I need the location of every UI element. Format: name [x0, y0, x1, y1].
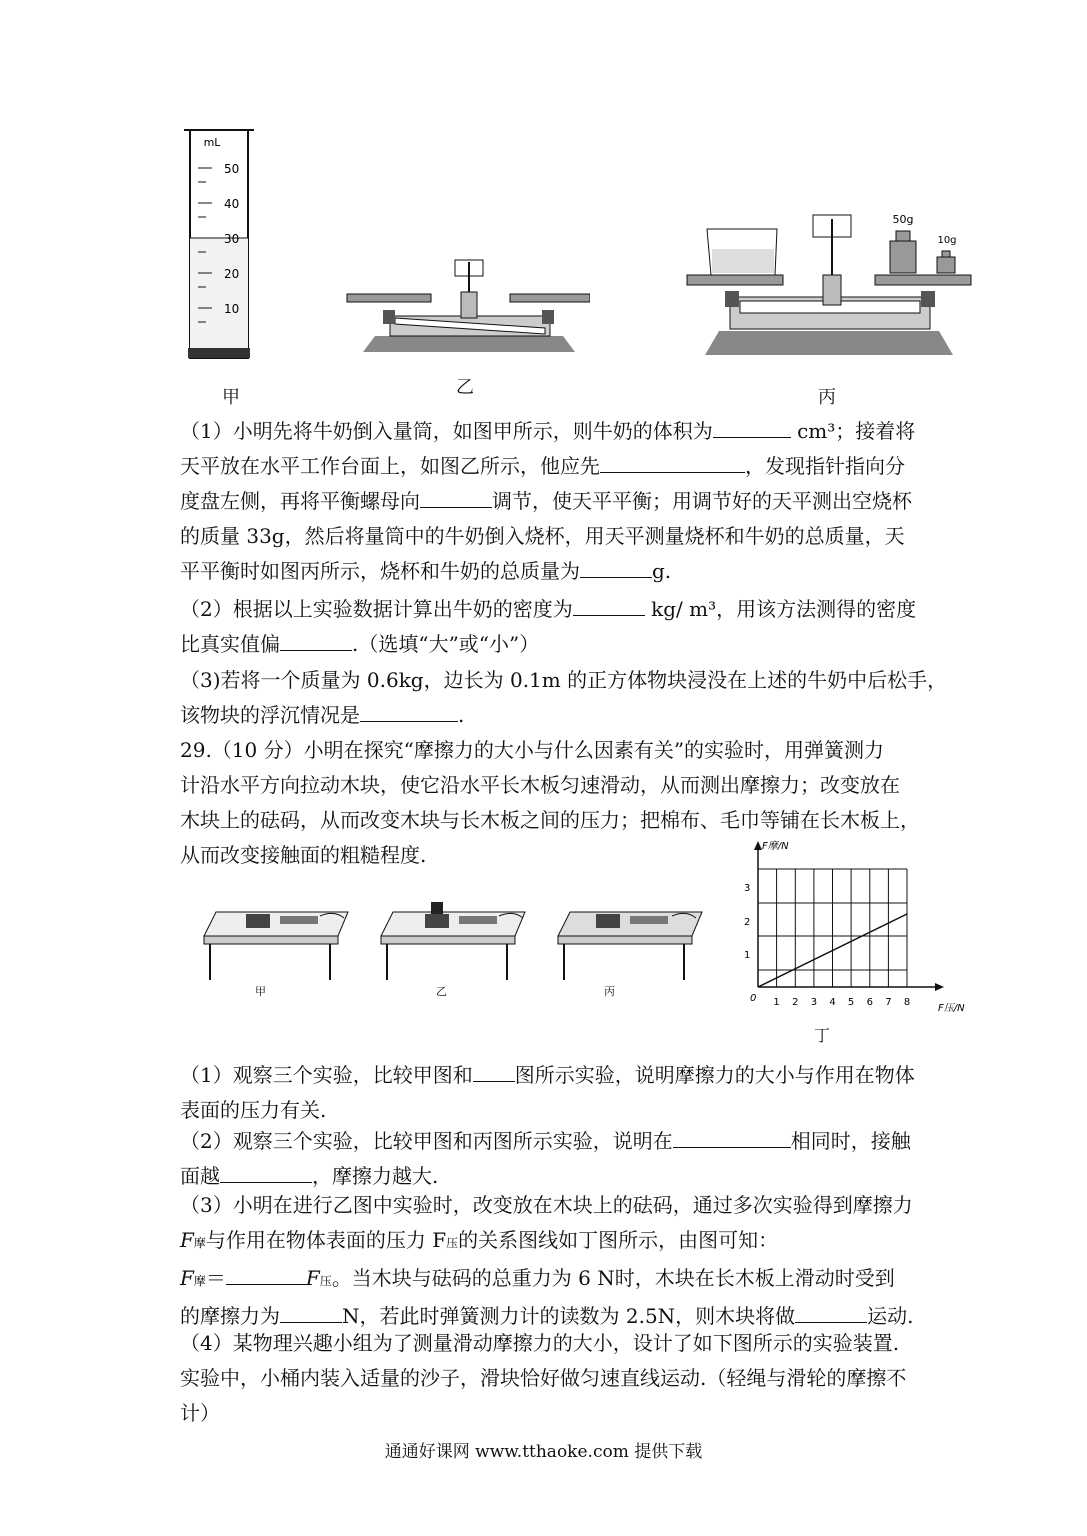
- cylinder-tick: 10: [224, 302, 240, 316]
- figure-caption-yi: 乙: [456, 377, 474, 398]
- q28-part1: （1）小明先将牛奶倒入量筒，如图甲所示，则牛奶的体积为 cm³；接着将 天平放在水平工作台面上，如图乙所示，他应先 ，发现指针指向分 度盘左侧，再将平衡螺母向 调节，使天平平衡；用调节好的天平测出空烧杯 的质量 33g，然后将量筒中的牛奶倒入烧杯，用天平测量烧杯和牛奶的总质量，天 平平衡时如图丙所示，烧杯和牛奶的总质量为 g.: [180, 414, 970, 589]
- graduated-cylinder-figure: [180, 120, 260, 365]
- graph-ylabel: F摩/N: [762, 841, 789, 852]
- q29-sub1: （1）观察三个实验，比较甲图和 图所示实验，说明摩擦力的大小与作用在物体 表面的压力有关.: [180, 1058, 970, 1128]
- q29-sub2: （2）观察三个实验，比较甲图和丙图所示实验，说明在 相同时，接触 面越 ，摩擦力越大.: [180, 1124, 970, 1194]
- cylinder-tick: 50: [224, 162, 240, 176]
- graph-caption: 丁: [814, 1026, 831, 1045]
- friction-pressure-graph: [730, 835, 975, 1020]
- balance-yi-figure: [345, 252, 590, 360]
- cylinder-unit: mL: [203, 136, 221, 149]
- friction-caption-yi: 乙: [436, 985, 447, 998]
- q28-part3: （3)若将一个质量为 0.6kg，边长为 0.1m 的正方体物块浸没在上述的牛奶中后松手， 该物块的浮沉情况是 .: [180, 668, 948, 727]
- friction-figure-jia: [198, 900, 363, 980]
- graph-x-tick: 8: [903, 997, 911, 1008]
- graph-x-tick: 1: [773, 997, 780, 1008]
- graph-x-tick: 4: [829, 997, 836, 1008]
- weight-small-label: 10g: [937, 235, 957, 246]
- graph-x-tick: 7: [885, 997, 892, 1008]
- graph-y-tick: 2: [744, 917, 751, 928]
- page-footer: 通通好课网 www.tthaoke.com 提供下载: [384, 1442, 703, 1462]
- cylinder-tick: 20: [224, 267, 240, 281]
- cylinder-tick: 30: [224, 232, 240, 246]
- weight-large-label: 50g: [892, 213, 914, 226]
- q28-part2: （2）根据以上实验数据计算出牛奶的密度为 kg/ m³，用该方法测得的密度 比真实值偏 .（选填“大”或“小”）: [180, 592, 970, 662]
- q29-intro: 29.（10 分）小明在探究“摩擦力的大小与什么因素有关”的实验时，用弹簧测力 计沿水平方向拉动木块，使它沿水平长木板匀速滑动，从而测出摩擦力；改变放在 木块上的砝码，从而改变木块与长木板之间的压力；把棉布、毛巾等铺在长木板上， 从而改变接触面的粗糙程度.: [180, 738, 920, 867]
- graph-y-tick: 1: [744, 950, 751, 961]
- graph-xlabel: F压/N: [938, 1003, 965, 1014]
- friction-figure-yi: [375, 896, 540, 980]
- graph-y-tick: 3: [744, 883, 751, 894]
- cylinder-tick: 40: [224, 197, 240, 211]
- figure-caption-bing: 丙: [818, 387, 836, 408]
- graph-x-tick: 6: [866, 997, 873, 1008]
- graph-x-tick: 3: [810, 997, 818, 1008]
- graph-x-tick: 5: [847, 997, 855, 1008]
- graph-origin: 0: [750, 993, 757, 1004]
- figure-caption-jia: 甲: [222, 387, 240, 408]
- friction-caption-bing: 丙: [604, 985, 615, 998]
- q29-sub3: （3）小明在进行乙图中实验时，改变放在木块上的砝码，通过多次实验得到摩擦力 F摩与作用在物体表面的压力 F压的关系图线如丁图所示，由图可知： F摩＝ F压。当木块与砝码的总重力为 6 N时，木块在长木板上滑动时受到 的摩擦力为 N，若此时弹簧测力计的读数为 2.5N，则木块将做 运动.: [180, 1193, 914, 1328]
- friction-caption-jia: 甲: [255, 985, 266, 998]
- friction-figure-bing: [552, 900, 717, 980]
- balance-bing-figure: [685, 205, 975, 363]
- graph-x-tick: 2: [792, 997, 799, 1008]
- q29-sub4: （4）某物理兴趣小组为了测量滑动摩擦力的大小，设计了如下图所示的实验装置. 实验中，小桶内装入适量的沙子，滑块恰好做匀速直线运动.（轻绳与滑轮的摩擦不 计）: [180, 1331, 907, 1425]
